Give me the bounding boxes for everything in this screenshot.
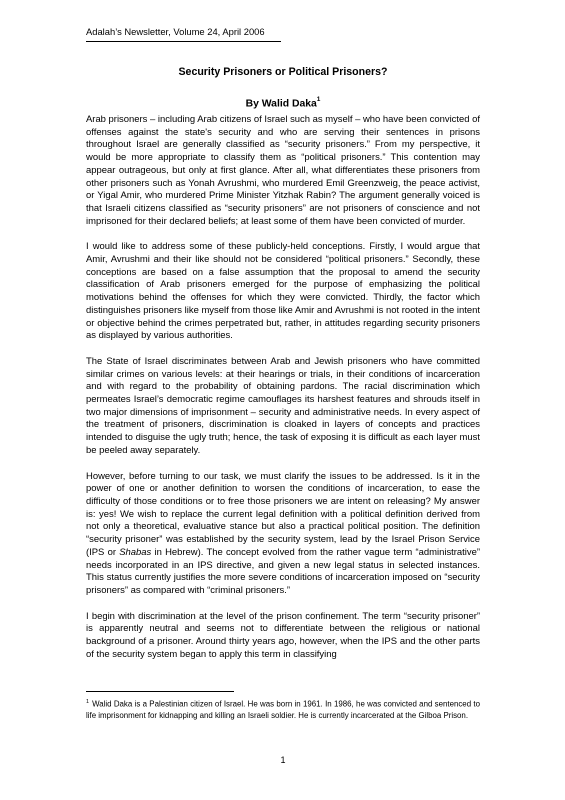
footnote-reference: 1 [316, 96, 321, 103]
article-body [86, 114, 480, 674]
paragraph-4-part-b: in Hebrew). The concept evolved from the rather vague term “administrative” needs incorporated in an IPS directive, and given a new legal status in selected instances. This status currently justifies the more severe conditions of incarceration imposed on “security prisoners” as compared with “criminal prisoners.” [86, 546, 481, 596]
paragraph-4-part-a: However, before turning to our task, we must clarify the issues to be addressed. Is it in the power of one or another definition to worsen the conditions of incarceration, to ease the difficulty of those conditions or to free those prisoners we are intent on releasing? My answer is: yes! We wish to replace the current legal definition with a political definition derived from not only a theoretical, evaluative stance but also a practical political position. The definition “security prisoner” was established by the security system, lead by the Israel Prison Service (IPS or [86, 470, 480, 558]
header-underline [86, 41, 281, 42]
footnote-text: Walid Daka is a Palestinian citizen of Israel. He was born in 1961. In 1986, he was convicted and sentenced to life imprisonment for kidnapping and killing an Israeli soldier. He is currently incarcerated at the Gilboa Prison. [86, 699, 480, 720]
footnote [86, 697, 480, 721]
paragraph-3: The State of Israel discriminates between Arab and Jewish prisoners who have committed similar crimes on various levels: at their hearings or trials, in their conditions of incarceration and with regard to the probability of obtaining pardons. The racial discrimination which permeates Israel’s democratic regime camouflages its harshest features and shrouds itself in two major dimensions of imprisonment – security and administrative needs. In every aspect of the treatment of prisoners, discrimination is cloaked in layers of concepts and practices intended to disguise the ugly truth; hence, the task of exposing it is difficult as each layer must be peeled away separately. [86, 355, 480, 456]
paragraph-4 [86, 471, 480, 598]
footnote-separator [86, 691, 234, 692]
paragraph-5: I begin with discrimination at the level of the prison confinement. The term “security prisoner” is apparently neutral and seems not to differentiate between the religious or national background of a prisoner. Around thirty years ago, however, when the IPS and the other parts of the security system began to apply this term in classifying [86, 610, 480, 660]
article-byline [86, 94, 480, 110]
newsletter-header: Adalah’s Newsletter, Volume 24, April 2006 [86, 26, 265, 37]
paragraph-4-emphasis: Shabas [119, 546, 152, 558]
page-number: 1 [280, 755, 286, 765]
author-name: By Walid Daka [245, 98, 317, 110]
paragraph-1: Arab prisoners – including Arab citizens of Israel such as myself – who have been convicted of offenses against the state's security and who are serving their sentences in prisons throughout Israel are generally classified as “security prisoners.” From my perspective, it would be more appropriate to classify them as “political prisoners.” This contention may appear outrageous, but only at first glance. After all, what differentiates these prisoners from other prisoners such as Yonah Avrushmi, who murdered Emil Greenzweig, the peace activist, or Yigal Amir, who murdered Prime Minister Yitzhak Rabin? The argument generally voiced is that Israeli citizens classified as “security prisoners” are not prisoners of conscience and not imprisoned for their declared beliefs; at least some of them have been convicted of murder. [86, 114, 480, 227]
article-title: Security Prisoners or Political Prisoners? [178, 66, 388, 78]
footnote-marker: 1 [86, 699, 90, 705]
paragraph-2: I would like to address some of these publicly-held conceptions. Firstly, I would argue that Amir, Avrushmi and their like should not be considered “political prisoners.” Secondly, these conceptions are based on a false assumption that the proposal to amend the security classification of Arab prisoners emerged for the purpose of emphasizing the political motivations behind the offenses for which they were convicted. Thirdly, the factor which distinguishes prisoners like myself from those like Amir and Avrushmi is not rooted in the intent or objective behind the crimes perpetrated but, rather, in attitudes regarding security prisoners as displayed by various authorities. [86, 241, 480, 342]
